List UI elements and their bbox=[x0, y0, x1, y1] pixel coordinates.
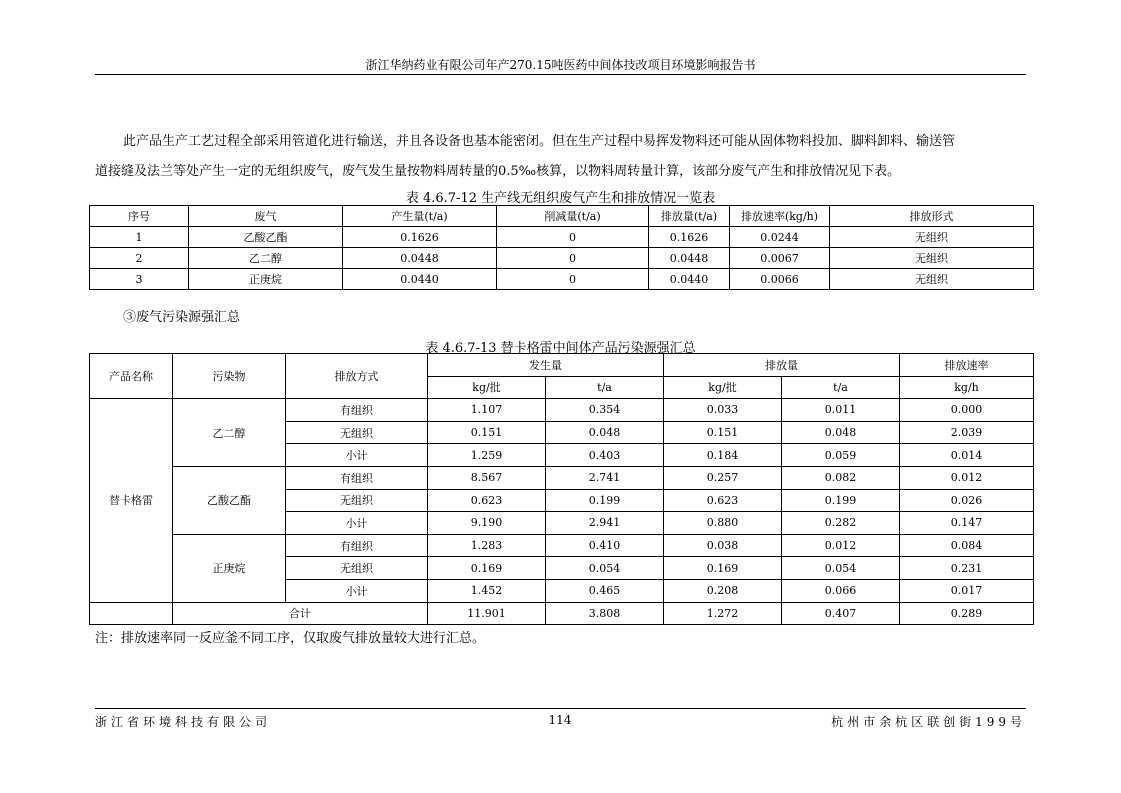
table-cell: 小计 bbox=[286, 579, 428, 602]
table-cell: 0.199 bbox=[782, 489, 900, 512]
table-cell: 0.0448 bbox=[649, 248, 730, 269]
table-cell: 0.0066 bbox=[730, 269, 830, 290]
table-cell: 0.0440 bbox=[649, 269, 730, 290]
header-rule bbox=[95, 74, 1026, 75]
table-cell: 0.048 bbox=[782, 421, 900, 444]
table-cell: 0.0067 bbox=[730, 248, 830, 269]
table-cell: 0.184 bbox=[664, 444, 782, 467]
unit-cell: kg/批 bbox=[664, 376, 782, 399]
table-cell: 1.283 bbox=[428, 534, 546, 557]
table2-header-row bbox=[90, 354, 1034, 377]
table-cell: 无组织 bbox=[286, 421, 428, 444]
table-cell: 无组织 bbox=[830, 269, 1034, 290]
unit-cell: t/a bbox=[782, 376, 900, 399]
table-cell: 0.084 bbox=[900, 534, 1034, 557]
table-cell: 3 bbox=[90, 269, 189, 290]
table-cell: 0.014 bbox=[900, 444, 1034, 467]
table-cell: 9.190 bbox=[428, 512, 546, 535]
table-cell: 0.410 bbox=[546, 534, 664, 557]
table-cell: 0.1626 bbox=[649, 227, 730, 248]
table-cell: 正庚烷 bbox=[189, 269, 343, 290]
table1-caption: 表 4.6.7-12 生产线无组织废气产生和排放情况一览表 bbox=[405, 191, 716, 206]
product-name-cell: 替卡格雷 bbox=[90, 399, 173, 602]
table-cell: 0 bbox=[497, 269, 649, 290]
paragraph-1: 此产品生产工艺过程全部采用管道化进行输送，并且各设备也基本能密闭。但在生产过程中易挥发物料还可能从固体物料投加、脚料卸料、输送管 bbox=[123, 134, 956, 149]
table-cell: 0.054 bbox=[782, 557, 900, 580]
table-cell: 0.054 bbox=[546, 557, 664, 580]
table-cell: 0.208 bbox=[664, 579, 782, 602]
table1-header-cell: 排放速率(kg/h) bbox=[730, 206, 830, 227]
table-cell: 0.0440 bbox=[343, 269, 497, 290]
table-row bbox=[90, 227, 1034, 248]
pollutant-cell: 乙酸乙酯 bbox=[173, 466, 286, 534]
table1-header-cell: 排放形式 bbox=[830, 206, 1034, 227]
footer-address: 杭州市余杭区联创街199号 bbox=[831, 715, 1026, 729]
table-cell: 无组织 bbox=[286, 557, 428, 580]
header-generation: 发生量 bbox=[428, 354, 664, 377]
table-row bbox=[90, 399, 1034, 422]
table2-caption: 表 4.6.7-13 替卡格雷中间体产品污染源强汇总 bbox=[425, 341, 696, 356]
page-header: 浙江华纳药业有限公司年产270.15吨医药中间体技改项目环境影响报告书 bbox=[365, 58, 756, 72]
table-cell: 0.289 bbox=[900, 602, 1034, 625]
table-cell: 小计 bbox=[286, 444, 428, 467]
table-cell: 0.169 bbox=[664, 557, 782, 580]
table1-header-row bbox=[90, 206, 1034, 227]
table-cell: 0.354 bbox=[546, 399, 664, 422]
table-cell: 1.452 bbox=[428, 579, 546, 602]
header-rate: 排放速率 bbox=[900, 354, 1034, 377]
table-cell: 0.048 bbox=[546, 421, 664, 444]
table1-header-cell: 产生量(t/a) bbox=[343, 206, 497, 227]
table1-header-cell: 削减量(t/a) bbox=[497, 206, 649, 227]
table-cell: 8.567 bbox=[428, 466, 546, 489]
table-cell: 1 bbox=[90, 227, 189, 248]
table-cell: 11.901 bbox=[428, 602, 546, 625]
table-cell: 0.199 bbox=[546, 489, 664, 512]
table-cell: 0 bbox=[497, 248, 649, 269]
unit-cell: t/a bbox=[546, 376, 664, 399]
table1-header-cell: 废气 bbox=[189, 206, 343, 227]
table-cell: 乙二醇 bbox=[189, 248, 343, 269]
table-cell: 0.026 bbox=[900, 489, 1034, 512]
table-cell: 0.011 bbox=[782, 399, 900, 422]
table-cell: 0.012 bbox=[900, 466, 1034, 489]
table-cell: 0.033 bbox=[664, 399, 782, 422]
table-cell: 有组织 bbox=[286, 534, 428, 557]
total-label: 合计 bbox=[173, 602, 428, 625]
table-cell: 0.147 bbox=[900, 512, 1034, 535]
table-cell: 0.000 bbox=[900, 399, 1034, 422]
table-note: 注：排放速率同一反应釜不同工序，仅取废气排放量较大进行汇总。 bbox=[95, 631, 486, 646]
section-subheading: ③废气污染源强汇总 bbox=[123, 310, 241, 325]
table-row bbox=[90, 269, 1034, 290]
table-cell: 0.038 bbox=[664, 534, 782, 557]
footer-rule bbox=[95, 708, 1026, 709]
table-cell: 0.403 bbox=[546, 444, 664, 467]
table-cell: 0.880 bbox=[664, 512, 782, 535]
table-cell: 0.465 bbox=[546, 579, 664, 602]
table-row bbox=[90, 466, 1034, 489]
table-cell: 无组织 bbox=[830, 248, 1034, 269]
table-cell: 0.1626 bbox=[343, 227, 497, 248]
table-cell: 1.272 bbox=[664, 602, 782, 625]
header-emission: 排放量 bbox=[664, 354, 900, 377]
table-cell: 0.231 bbox=[900, 557, 1034, 580]
table-row bbox=[90, 534, 1034, 557]
table-cell: 0.282 bbox=[782, 512, 900, 535]
header-pollutant: 污染物 bbox=[173, 354, 286, 399]
table-cell: 0.066 bbox=[782, 579, 900, 602]
table-cell: 0.623 bbox=[664, 489, 782, 512]
table-cell: 3.808 bbox=[546, 602, 664, 625]
pollutant-cell: 正庚烷 bbox=[173, 534, 286, 602]
table-cell: 有组织 bbox=[286, 466, 428, 489]
table-cell: 0.169 bbox=[428, 557, 546, 580]
total-row bbox=[90, 602, 1034, 625]
table-cell: 0.017 bbox=[900, 579, 1034, 602]
table-cell: 无组织 bbox=[286, 489, 428, 512]
table-cell: 0.082 bbox=[782, 466, 900, 489]
table-cell: 0 bbox=[497, 227, 649, 248]
header-mode: 排放方式 bbox=[286, 354, 428, 399]
table-cell: 0.059 bbox=[782, 444, 900, 467]
paragraph-2: 道接缝及法兰等处产生一定的无组织废气，废气发生量按物料周转量的0.5‰核算，以物料周转量计算，该部分废气产生和排放情况见下表。 bbox=[95, 164, 901, 179]
table-cell: 0.151 bbox=[664, 421, 782, 444]
table-cell-blank bbox=[90, 602, 173, 625]
table-cell: 乙酸乙酯 bbox=[189, 227, 343, 248]
table-cell: 1.107 bbox=[428, 399, 546, 422]
table-cell: 2.741 bbox=[546, 466, 664, 489]
header-product: 产品名称 bbox=[90, 354, 173, 399]
table-cell: 0.0448 bbox=[343, 248, 497, 269]
table-cell: 无组织 bbox=[830, 227, 1034, 248]
table-cell: 0.407 bbox=[782, 602, 900, 625]
table-cell: 2.039 bbox=[900, 421, 1034, 444]
table-cell: 0.151 bbox=[428, 421, 546, 444]
table-cell: 有组织 bbox=[286, 399, 428, 422]
table-cell: 0.012 bbox=[782, 534, 900, 557]
table1-header-cell: 序号 bbox=[90, 206, 189, 227]
page-number: 114 bbox=[548, 713, 572, 727]
table-cell: 小计 bbox=[286, 512, 428, 535]
pollutant-cell: 乙二醇 bbox=[173, 399, 286, 467]
table-cell: 0.623 bbox=[428, 489, 546, 512]
pollution-source-summary-table bbox=[89, 353, 1034, 625]
table-cell: 0.257 bbox=[664, 466, 782, 489]
footer-company: 浙江省环境科技有限公司 bbox=[95, 715, 272, 729]
unit-cell: kg/h bbox=[900, 376, 1034, 399]
table-cell: 2.941 bbox=[546, 512, 664, 535]
table1-header-cell: 排放量(t/a) bbox=[649, 206, 730, 227]
fugitive-emission-table bbox=[89, 205, 1034, 290]
table-cell: 1.259 bbox=[428, 444, 546, 467]
table-cell: 2 bbox=[90, 248, 189, 269]
table-cell: 0.0244 bbox=[730, 227, 830, 248]
unit-cell: kg/批 bbox=[428, 376, 546, 399]
table-row bbox=[90, 248, 1034, 269]
